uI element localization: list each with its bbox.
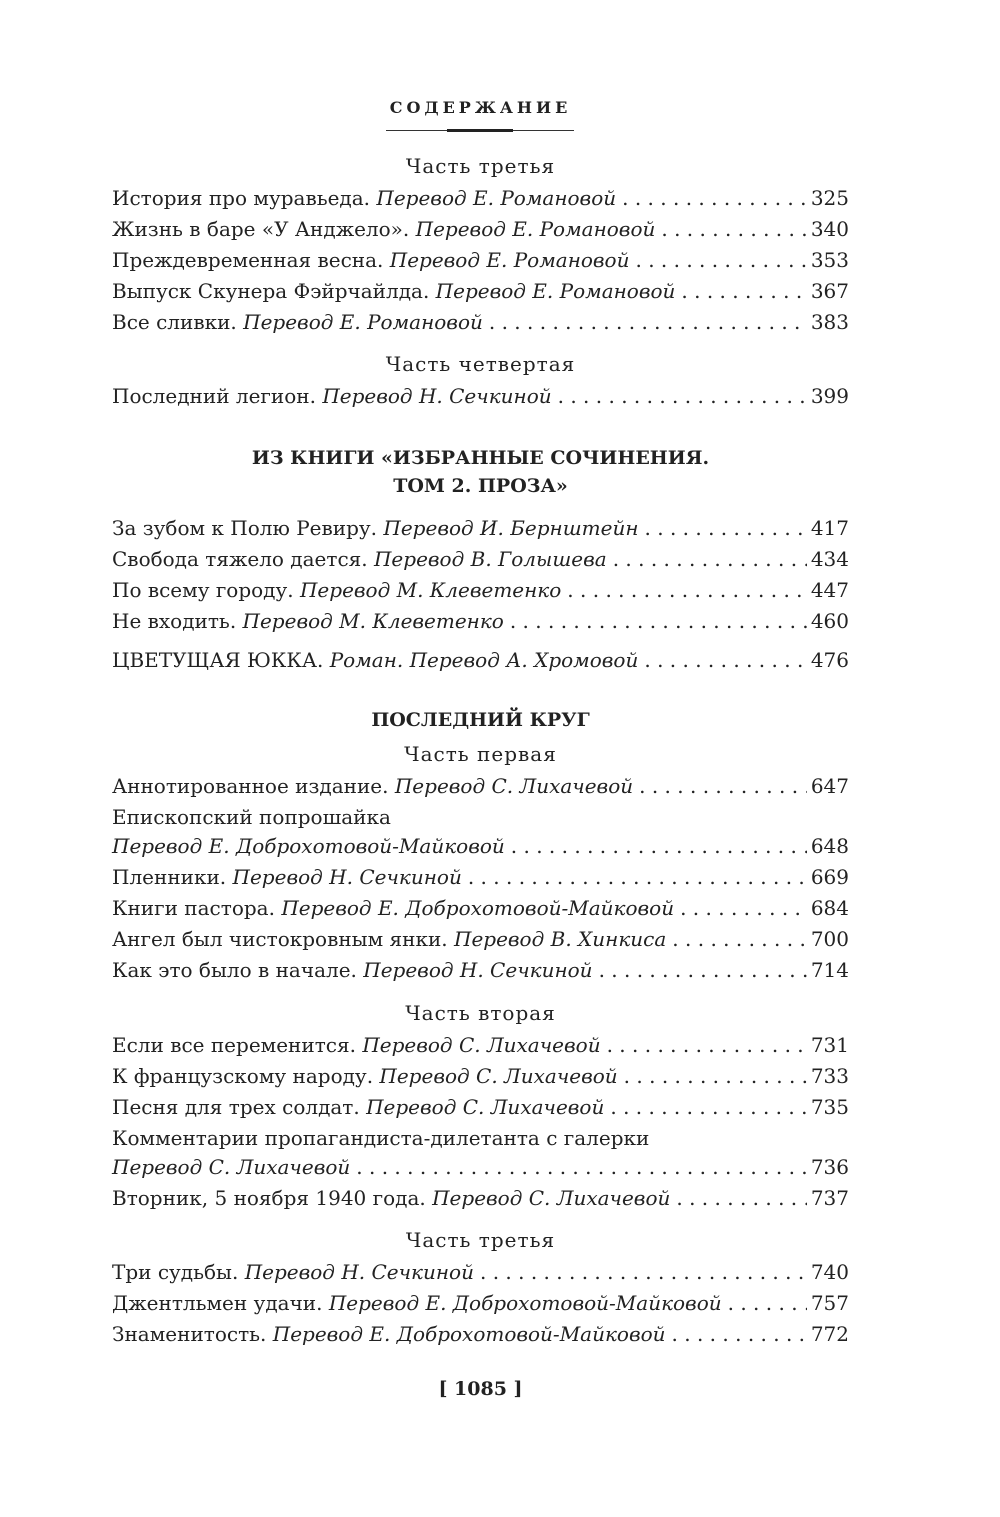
entry-page: 733	[810, 1064, 849, 1088]
toc-entry[interactable]	[112, 927, 849, 955]
toc-entry[interactable]	[112, 547, 849, 575]
entry-translator: Перевод С. Лихачевой	[112, 1155, 351, 1179]
entry-translator: Перевод Е. Доброхотовой-Майковой	[328, 1291, 722, 1315]
toc-entry[interactable]	[112, 1064, 849, 1092]
entry-translator: Перевод С. Лихачевой	[379, 1064, 618, 1088]
dot-leader	[728, 1291, 807, 1315]
part-heading: Часть третья	[405, 154, 556, 178]
section-heading: ИЗ КНИГИ «ИЗБРАННЫЕ СОЧИНЕНИЯ.	[251, 447, 710, 469]
dot-leader	[661, 217, 806, 241]
entry-title: Вторник, 5 ноября 1940 года.	[112, 1186, 426, 1210]
dot-leader	[676, 1186, 806, 1210]
entry-page: 353	[810, 248, 849, 272]
section-heading: ТОМ 2. ПРОЗА»	[393, 475, 568, 497]
entry-title: Не входить.	[112, 609, 237, 633]
entry-translator: Перевод Е. Романовой	[243, 310, 483, 334]
toc-entry[interactable]	[112, 648, 849, 676]
toc-entry[interactable]	[112, 248, 849, 276]
dot-leader	[613, 547, 807, 571]
toc-entry[interactable]	[112, 865, 849, 893]
dot-leader	[644, 648, 806, 672]
entry-page: 434	[810, 547, 849, 571]
toc-entry[interactable]	[112, 1322, 849, 1350]
entry-title: ЦВЕТУЩАЯ ЮККА.	[112, 648, 324, 672]
entry-title: Жизнь в баре «У Анджело».	[112, 217, 410, 241]
entry-translator: Перевод С. Лихачевой	[366, 1095, 605, 1119]
toc-entry[interactable]	[112, 516, 849, 544]
toc-entry[interactable]	[112, 1186, 849, 1214]
entry-title: Ангел был чистокровным янки.	[112, 927, 448, 951]
toc-entry[interactable]	[112, 1033, 849, 1061]
entry-translator: Перевод В. Хинкиса	[454, 927, 667, 951]
entry-translator: Перевод Е. Доброхотовой-Майковой	[112, 834, 505, 858]
entry-translator: Перевод М. Клеветенко	[299, 578, 562, 602]
entry-page: 684	[810, 896, 849, 920]
toc-entry[interactable]	[112, 609, 849, 637]
entry-title: За зубом к Полю Ревиру.	[112, 516, 378, 540]
entry-translator: Перевод Е. Романовой	[376, 186, 617, 210]
entry-title: Епископский попрошайка	[112, 805, 391, 829]
entry-translator: Перевод В. Голышева	[373, 547, 607, 571]
toc-entry[interactable]	[112, 896, 849, 924]
toc-entry[interactable]	[112, 384, 849, 412]
toc-entry[interactable]	[112, 1095, 849, 1123]
entry-translator: Перевод М. Клеветенко	[242, 609, 504, 633]
entry-translator: Перевод Е. Романовой	[415, 217, 656, 241]
entry-translator: Перевод Е. Доброхотовой-Майковой	[272, 1322, 666, 1346]
dot-leader	[624, 1064, 807, 1088]
entry-title: Если все переменится.	[112, 1033, 356, 1057]
dot-leader	[468, 865, 807, 889]
entry-title: По всему городу.	[112, 578, 294, 602]
entry-page: 737	[810, 1186, 849, 1210]
entry-page: 325	[810, 186, 849, 210]
entry-translator: Перевод Е. Романовой	[435, 279, 676, 303]
entry-title: Книги пастора.	[112, 896, 275, 920]
entry-title: Преждевременная весна.	[112, 248, 384, 272]
entry-title: Все сливки.	[112, 310, 237, 334]
entry-page: 669	[810, 865, 849, 889]
dot-leader	[599, 958, 807, 982]
toc-entry[interactable]	[112, 186, 849, 214]
entry-page: 740	[810, 1260, 849, 1284]
toc-entry-title-line[interactable]	[112, 1126, 849, 1154]
part-heading: Часть четвертая	[385, 352, 576, 376]
entry-page: 383	[810, 310, 849, 334]
entry-page: 714	[810, 958, 849, 982]
dot-leader	[645, 516, 807, 540]
entry-title: Аннотированное издание.	[112, 774, 389, 798]
entry-page: 476	[810, 648, 849, 672]
entry-translator: Перевод Н. Сечкиной	[322, 384, 552, 408]
entry-translator: Роман. Перевод А. Хромовой	[329, 648, 639, 672]
entry-page: 648	[810, 834, 849, 858]
entry-title: Песня для трех солдат.	[112, 1095, 360, 1119]
part-heading: Часть третья	[405, 1228, 556, 1252]
header-rule-accent	[447, 129, 513, 132]
dot-leader	[680, 896, 807, 920]
dot-leader	[567, 578, 807, 602]
entry-translator: Перевод И. Бернштейн	[383, 516, 639, 540]
entry-translator: Перевод С. Лихачевой	[432, 1186, 671, 1210]
entry-title: Три судьбы.	[112, 1260, 239, 1284]
entry-translator: Перевод С. Лихачевой	[394, 774, 634, 798]
dot-leader	[610, 1095, 806, 1119]
dot-leader	[672, 927, 807, 951]
entry-page: 736	[810, 1155, 849, 1179]
entry-page: 417	[810, 516, 849, 540]
toc-entry[interactable]	[112, 834, 849, 862]
entry-title: Джентльмен удачи.	[112, 1291, 323, 1315]
entry-translator: Перевод Е. Романовой	[389, 248, 630, 272]
dot-leader	[672, 1322, 807, 1346]
page-header: СОДЕРЖАНИЕ	[389, 98, 572, 117]
entry-title: Выпуск Скунера Фэйрчайлда.	[112, 279, 430, 303]
entry-translator: Перевод Н. Сечкиной	[363, 958, 593, 982]
dot-leader	[639, 774, 807, 798]
dot-leader	[511, 834, 807, 858]
dot-leader	[558, 384, 807, 408]
toc-entry[interactable]	[112, 958, 849, 986]
dot-leader	[635, 248, 806, 272]
toc-entry[interactable]	[112, 310, 849, 338]
entry-title: История про муравьеда.	[112, 186, 371, 210]
entry-page: 757	[810, 1291, 849, 1315]
entry-page: 735	[810, 1095, 849, 1119]
toc-entry[interactable]	[112, 774, 849, 802]
dot-leader	[480, 1260, 807, 1284]
entry-translator: Перевод С. Лихачевой	[362, 1033, 601, 1057]
toc-entry[interactable]	[112, 1260, 849, 1288]
entry-translator: Перевод Е. Доброхотовой-Майковой	[281, 896, 675, 920]
dot-leader	[510, 609, 807, 633]
entry-title: К французскому народу.	[112, 1064, 374, 1088]
toc-entry-title-line[interactable]	[112, 805, 849, 833]
entry-page: 647	[810, 774, 849, 798]
entry-title: Комментарии пропагандиста-дилетанта с галерки	[112, 1126, 650, 1150]
entry-page: 772	[810, 1322, 849, 1346]
toc-entry[interactable]	[112, 578, 849, 606]
dot-leader	[681, 279, 806, 303]
section-heading: ПОСЛЕДНИЙ КРУГ	[371, 709, 590, 731]
entry-title: Последний легион.	[112, 384, 316, 408]
entry-page: 460	[810, 609, 849, 633]
entry-page: 340	[810, 217, 849, 241]
entry-page: 447	[810, 578, 849, 602]
toc-entry[interactable]	[112, 279, 849, 307]
entry-title: Знаменитость.	[112, 1322, 267, 1346]
entry-title: Пленники.	[112, 865, 227, 889]
dot-leader	[489, 310, 807, 334]
entry-page: 399	[810, 384, 849, 408]
entry-translator: Перевод Н. Сечкиной	[244, 1260, 474, 1284]
entry-page: 731	[810, 1033, 849, 1057]
toc-entry[interactable]	[112, 1155, 849, 1183]
entry-title: Как это было в начале.	[112, 958, 357, 982]
page-number: [ 1085 ]	[438, 1378, 523, 1400]
toc-entry[interactable]	[112, 217, 849, 245]
entry-page: 367	[810, 279, 849, 303]
dot-leader	[356, 1155, 807, 1179]
dot-leader	[607, 1033, 807, 1057]
entry-translator: Перевод Н. Сечкиной	[232, 865, 462, 889]
part-heading: Часть первая	[404, 742, 557, 766]
part-heading: Часть вторая	[405, 1001, 556, 1025]
dot-leader	[622, 186, 807, 210]
entry-title: Свобода тяжело дается.	[112, 547, 368, 571]
toc-entry[interactable]	[112, 1291, 849, 1319]
entry-page: 700	[810, 927, 849, 951]
